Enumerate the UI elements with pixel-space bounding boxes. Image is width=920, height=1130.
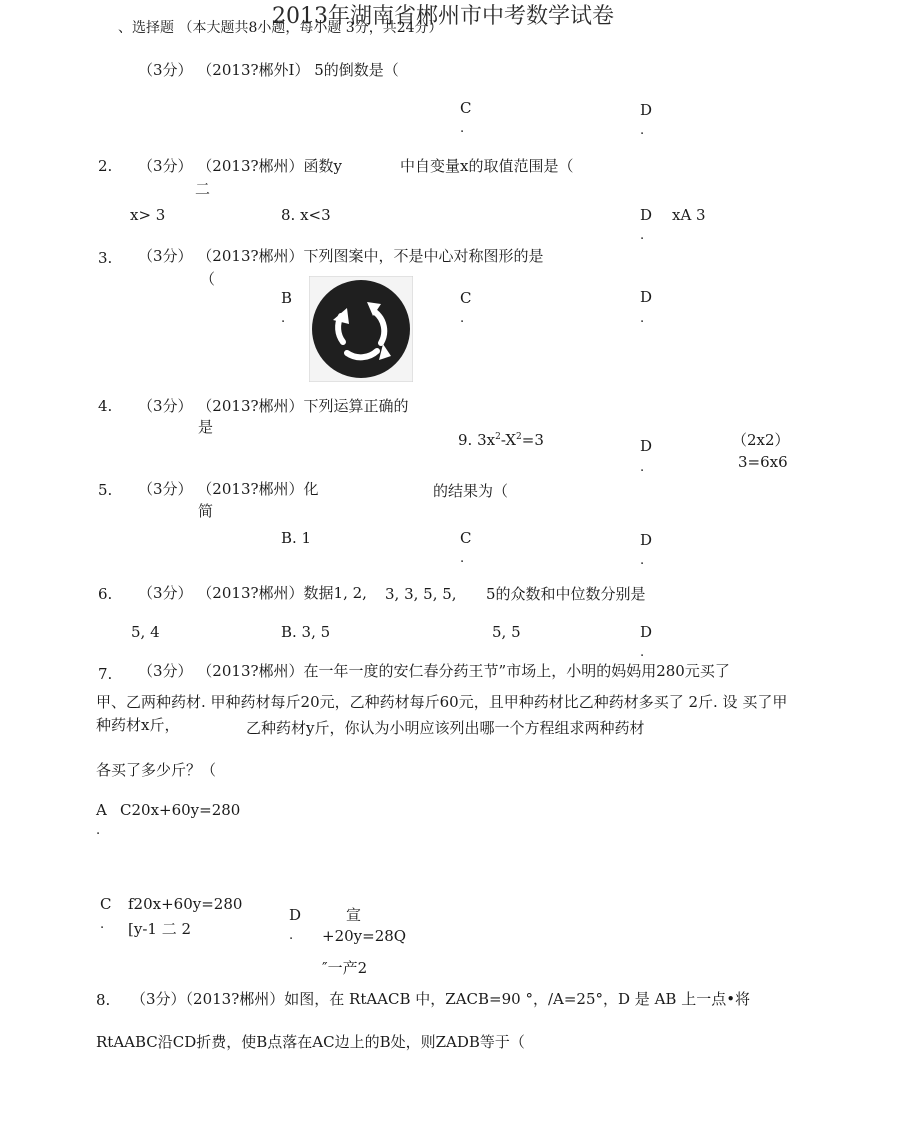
question-1-stem: （3分） （2013?郴外I） 5的倒数是（ [138,61,399,79]
question-7-stem: （3分） （2013?郴州）在一年一度的安仁春分药王节”市场上，小明的妈妈用280元买了 [138,662,730,680]
question-6-stem-data: 3, 3, 5, 5, [385,585,457,603]
question-7-line-2: 甲、乙两种药材. 甲种药材每斤20元，乙种药材每斤60元，且甲种药材比乙种药材多买了 2斤. 设 买了甲 [96,693,788,711]
q7-option-c: C [100,895,112,913]
q7-option-a-value: C20x+60y=280 [120,801,241,819]
q5-option-b: B. 1 [281,529,312,547]
q3-option-b-dot: . [281,311,286,326]
question-8-number: 8. [96,991,111,1009]
q3-option-d: D [640,288,653,306]
question-8-line-2: RtAABC沿CD折费，使B点落在AC边上的B处，则ZADB等于（ [96,1033,525,1051]
question-5-number: 5. [98,481,113,499]
q7-option-d: D [289,906,302,924]
question-7-line-4: 各买了多少斤？（ [96,761,217,779]
q4-option-d-value-1: （2x2） [732,431,790,449]
q4-option-d-dot: . [640,460,645,475]
q6-option-b: B. 3, 5 [281,623,331,641]
q4-option-d: D [640,437,653,455]
question-4-stem-cont: 是 [198,418,214,436]
q7-option-d-value-3: ″一产2 [322,959,368,977]
q2-option-a: x> 3 [130,206,166,224]
q3-option-d-dot: . [640,311,645,326]
question-8-stem: （3分）（2013?郴州）如图，在 RtAACB 中，ZACB=90 °，/A=25°，D 是 AB 上一点•将 [131,990,751,1008]
q2-option-d: D [640,206,653,224]
q2-fraction-mark: 二 [195,180,211,198]
q5-option-d: D [640,531,653,549]
question-6-stem-tail: 5的众数和中位数分别是 [486,585,646,603]
q6-option-d-dot: . [640,645,645,660]
q2-option-d-dot: . [640,228,645,243]
question-2-number: 2. [98,157,113,175]
q6-option-a: 5, 4 [131,623,160,641]
q3-option-c: C [460,289,472,307]
question-3-paren: （ [200,270,216,288]
q5-option-d-dot: . [640,553,645,568]
section-heading: 、选择题 （本大题共8小题，每小题 3分，共24分） [118,20,443,36]
q7-option-c-value-2: [y-1 二 2 [128,920,192,938]
question-6-number: 6. [98,585,113,603]
q2-option-d-value: xA 3 [672,206,706,224]
q1-option-c: C [460,99,472,117]
q7-option-c-dot: . [100,917,105,932]
q3-option-c-dot: . [460,311,465,326]
question-2-stem-cont: 中自变量x的取值范围是（ [400,157,574,175]
question-2-stem: （3分） （2013?郴州）函数y [138,157,343,175]
question-3-number: 3. [98,249,113,267]
question-3-stem: （3分） （2013?郴州）下列图案中，不是中心对称图形的是 [138,247,544,265]
q7-option-a-dot: . [96,823,101,838]
question-5-stem-cont: 简 [198,502,214,520]
q5-option-c: C [460,529,472,547]
question-5-stem-tail: 的结果为（ [433,482,509,500]
q7-option-c-value-1: f20x+60y=280 [128,895,243,913]
rotation-arrows-figure [309,276,413,382]
question-4-stem: （3分） （2013?郴州）下列运算正确的 [138,397,409,415]
question-6-stem: （3分） （2013?郴州）数据1, 2, [138,584,367,602]
q4-option-b: 9. $3x^2-X^2=3$ [458,431,544,449]
question-7-line-3a: 种药材x斤， [96,716,180,734]
q1-option-d: D [640,101,653,119]
q2-option-b: 8. x<3 [281,206,331,224]
q6-option-d: D [640,623,653,641]
question-4-number: 4. [98,397,113,415]
q7-option-d-value-1: 宣 [346,906,362,924]
q1-option-d-dot: . [640,123,645,138]
question-5-stem: （3分） （2013?郴州）化 [138,480,319,498]
q3-option-b: B [281,289,293,307]
q6-option-c: 5, 5 [492,623,521,641]
q1-option-c-dot: . [460,121,465,136]
q7-option-a: A [96,801,107,819]
q7-option-d-value-2: +20y=28Q [322,927,407,945]
question-7-number: 7. [98,665,113,683]
q5-option-c-dot: . [460,551,465,566]
q7-option-d-dot: . [289,928,294,943]
question-7-line-3b: 乙种药材y斤，你认为小明应该列出哪一个方程组求两种药材 [246,719,645,737]
q4-option-d-value-2: 3=6x6 [738,453,788,471]
page-title: 2013年湖南省郴州市中考数学试卷 [272,4,614,29]
